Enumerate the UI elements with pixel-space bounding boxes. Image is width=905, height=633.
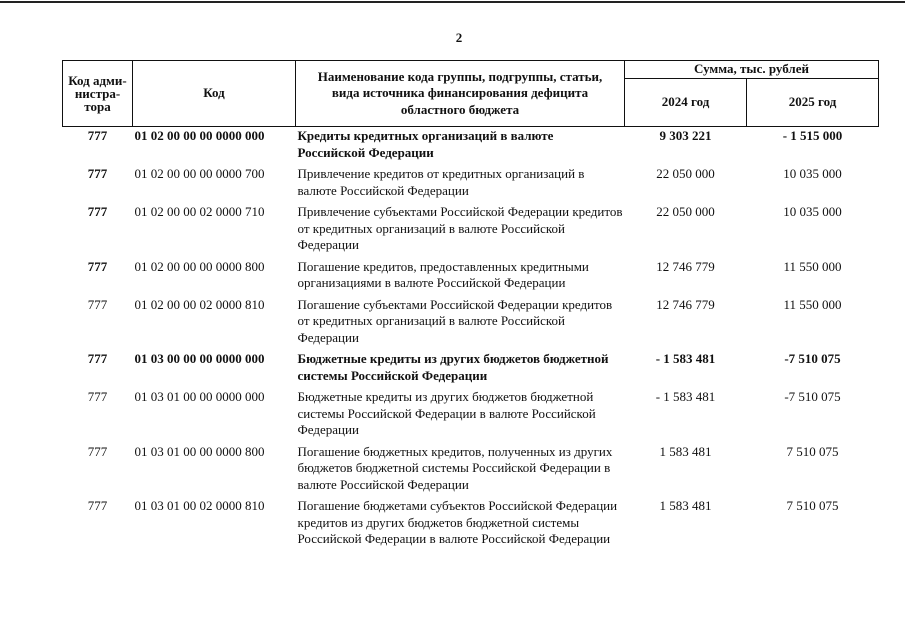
sum-2024-cell: 1 583 481 bbox=[659, 443, 712, 459]
admin-code-cell: 777 bbox=[87, 498, 108, 513]
table-row bbox=[63, 443, 879, 498]
sum-2025-cell: 7 510 075 bbox=[786, 443, 839, 459]
sum-2024-cell: 9 303 221 bbox=[659, 128, 712, 143]
code-cell: 01 02 00 00 00 0000 000 bbox=[134, 128, 265, 143]
code-cell: 01 03 01 00 00 0000 800 bbox=[134, 443, 265, 459]
name-cell: Погашение субъектами Российской Федерации кредитов от кредитных организаций в валюте Российской Федерации bbox=[297, 296, 613, 345]
table-row bbox=[63, 165, 879, 203]
sum-2025-cell: 10 035 000 bbox=[783, 166, 842, 181]
sum-2024-cell: 22 050 000 bbox=[656, 166, 715, 181]
sum-2024-cell: 22 050 000 bbox=[656, 204, 715, 219]
header-code: Код bbox=[133, 61, 296, 127]
table-row bbox=[63, 388, 879, 443]
name-cell: Бюджетные кредиты из других бюджетов бюджетной системы Российской Федерации bbox=[297, 351, 609, 383]
sum-2025-cell: 7 510 075 bbox=[786, 498, 839, 513]
name-cell: Погашение бюджетами субъектов Российской Федерации кредитов из других бюджетов бюджетной системы Российской Федерации в валюте Российской Федерации bbox=[297, 498, 618, 546]
sum-2025-cell: - 1 515 000 bbox=[782, 128, 843, 143]
header-year-2025: 2025 год bbox=[747, 79, 879, 127]
name-cell: Кредиты кредитных организаций в валюте Российской Федерации bbox=[297, 128, 554, 160]
code-cell: 01 02 00 00 00 0000 800 bbox=[134, 258, 265, 274]
top-border-line bbox=[0, 1, 905, 3]
sum-2025-cell: -7 510 075 bbox=[784, 389, 841, 404]
sum-2024-cell: 12 746 779 bbox=[656, 258, 715, 274]
table-row bbox=[63, 258, 879, 296]
table-row bbox=[63, 497, 879, 552]
sum-2025-cell: -7 510 075 bbox=[784, 351, 841, 366]
sum-2024-cell: 12 746 779 bbox=[656, 296, 715, 312]
header-year-2024: 2024 год bbox=[625, 79, 747, 127]
header-admin-code: Код адми-нистра-тора bbox=[63, 61, 133, 127]
admin-code-cell: 777 bbox=[87, 443, 108, 459]
page-number: 2 bbox=[455, 30, 463, 45]
sum-2024-cell: - 1 583 481 bbox=[655, 351, 716, 366]
sum-2025-cell: 10 035 000 bbox=[783, 204, 842, 219]
name-cell: Бюджетные кредиты из других бюджетов бюджетной системы Российской Федерации в валюте Российской Федерации bbox=[297, 389, 596, 437]
code-cell: 01 03 01 00 00 0000 000 bbox=[134, 389, 265, 404]
name-cell: Погашение кредитов, предоставленных кредитными организациями в валюте Российской Федерации bbox=[297, 258, 589, 290]
name-cell: Погашение бюджетных кредитов, полученных из других бюджетов бюджетной системы Российской Федерации в валюте Российской Федерации bbox=[297, 443, 613, 492]
table-row bbox=[63, 296, 879, 351]
table-row bbox=[63, 127, 879, 166]
budget-sources-table bbox=[62, 60, 879, 552]
admin-code-cell: 777 bbox=[87, 258, 108, 274]
table-row bbox=[63, 203, 879, 258]
name-cell: Привлечение субъектами Российской Федерации кредитов от кредитных организаций в валюте Российской Федерации bbox=[297, 204, 623, 252]
code-cell: 01 02 00 00 02 0000 810 bbox=[134, 296, 265, 312]
admin-code-cell: 777 bbox=[87, 128, 108, 143]
sum-2024-cell: - 1 583 481 bbox=[655, 389, 716, 404]
code-cell: 01 03 01 00 02 0000 810 bbox=[134, 498, 265, 513]
sum-2025-cell: 11 550 000 bbox=[783, 258, 842, 274]
sum-2024-cell: 1 583 481 bbox=[659, 498, 712, 513]
admin-code-cell: 777 bbox=[87, 296, 108, 312]
admin-code-cell: 777 bbox=[87, 389, 108, 404]
code-cell: 01 02 00 00 00 0000 700 bbox=[134, 166, 265, 181]
name-cell: Привлечение кредитов от кредитных организаций в валюте Российской Федерации bbox=[297, 166, 585, 198]
table-row bbox=[63, 350, 879, 388]
header-name: Наименование кода группы, подгруппы, статьи, вида источника финансирования дефицита областного бюджета bbox=[296, 61, 625, 127]
code-cell: 01 02 00 00 02 0000 710 bbox=[134, 204, 265, 219]
sum-2025-cell: 11 550 000 bbox=[783, 296, 842, 312]
admin-code-cell: 777 bbox=[87, 204, 108, 219]
code-cell: 01 03 00 00 00 0000 000 bbox=[134, 351, 265, 366]
header-amount: Сумма, тыс. рублей bbox=[625, 61, 879, 79]
admin-code-cell: 777 bbox=[87, 166, 108, 181]
admin-code-cell: 777 bbox=[87, 351, 108, 366]
